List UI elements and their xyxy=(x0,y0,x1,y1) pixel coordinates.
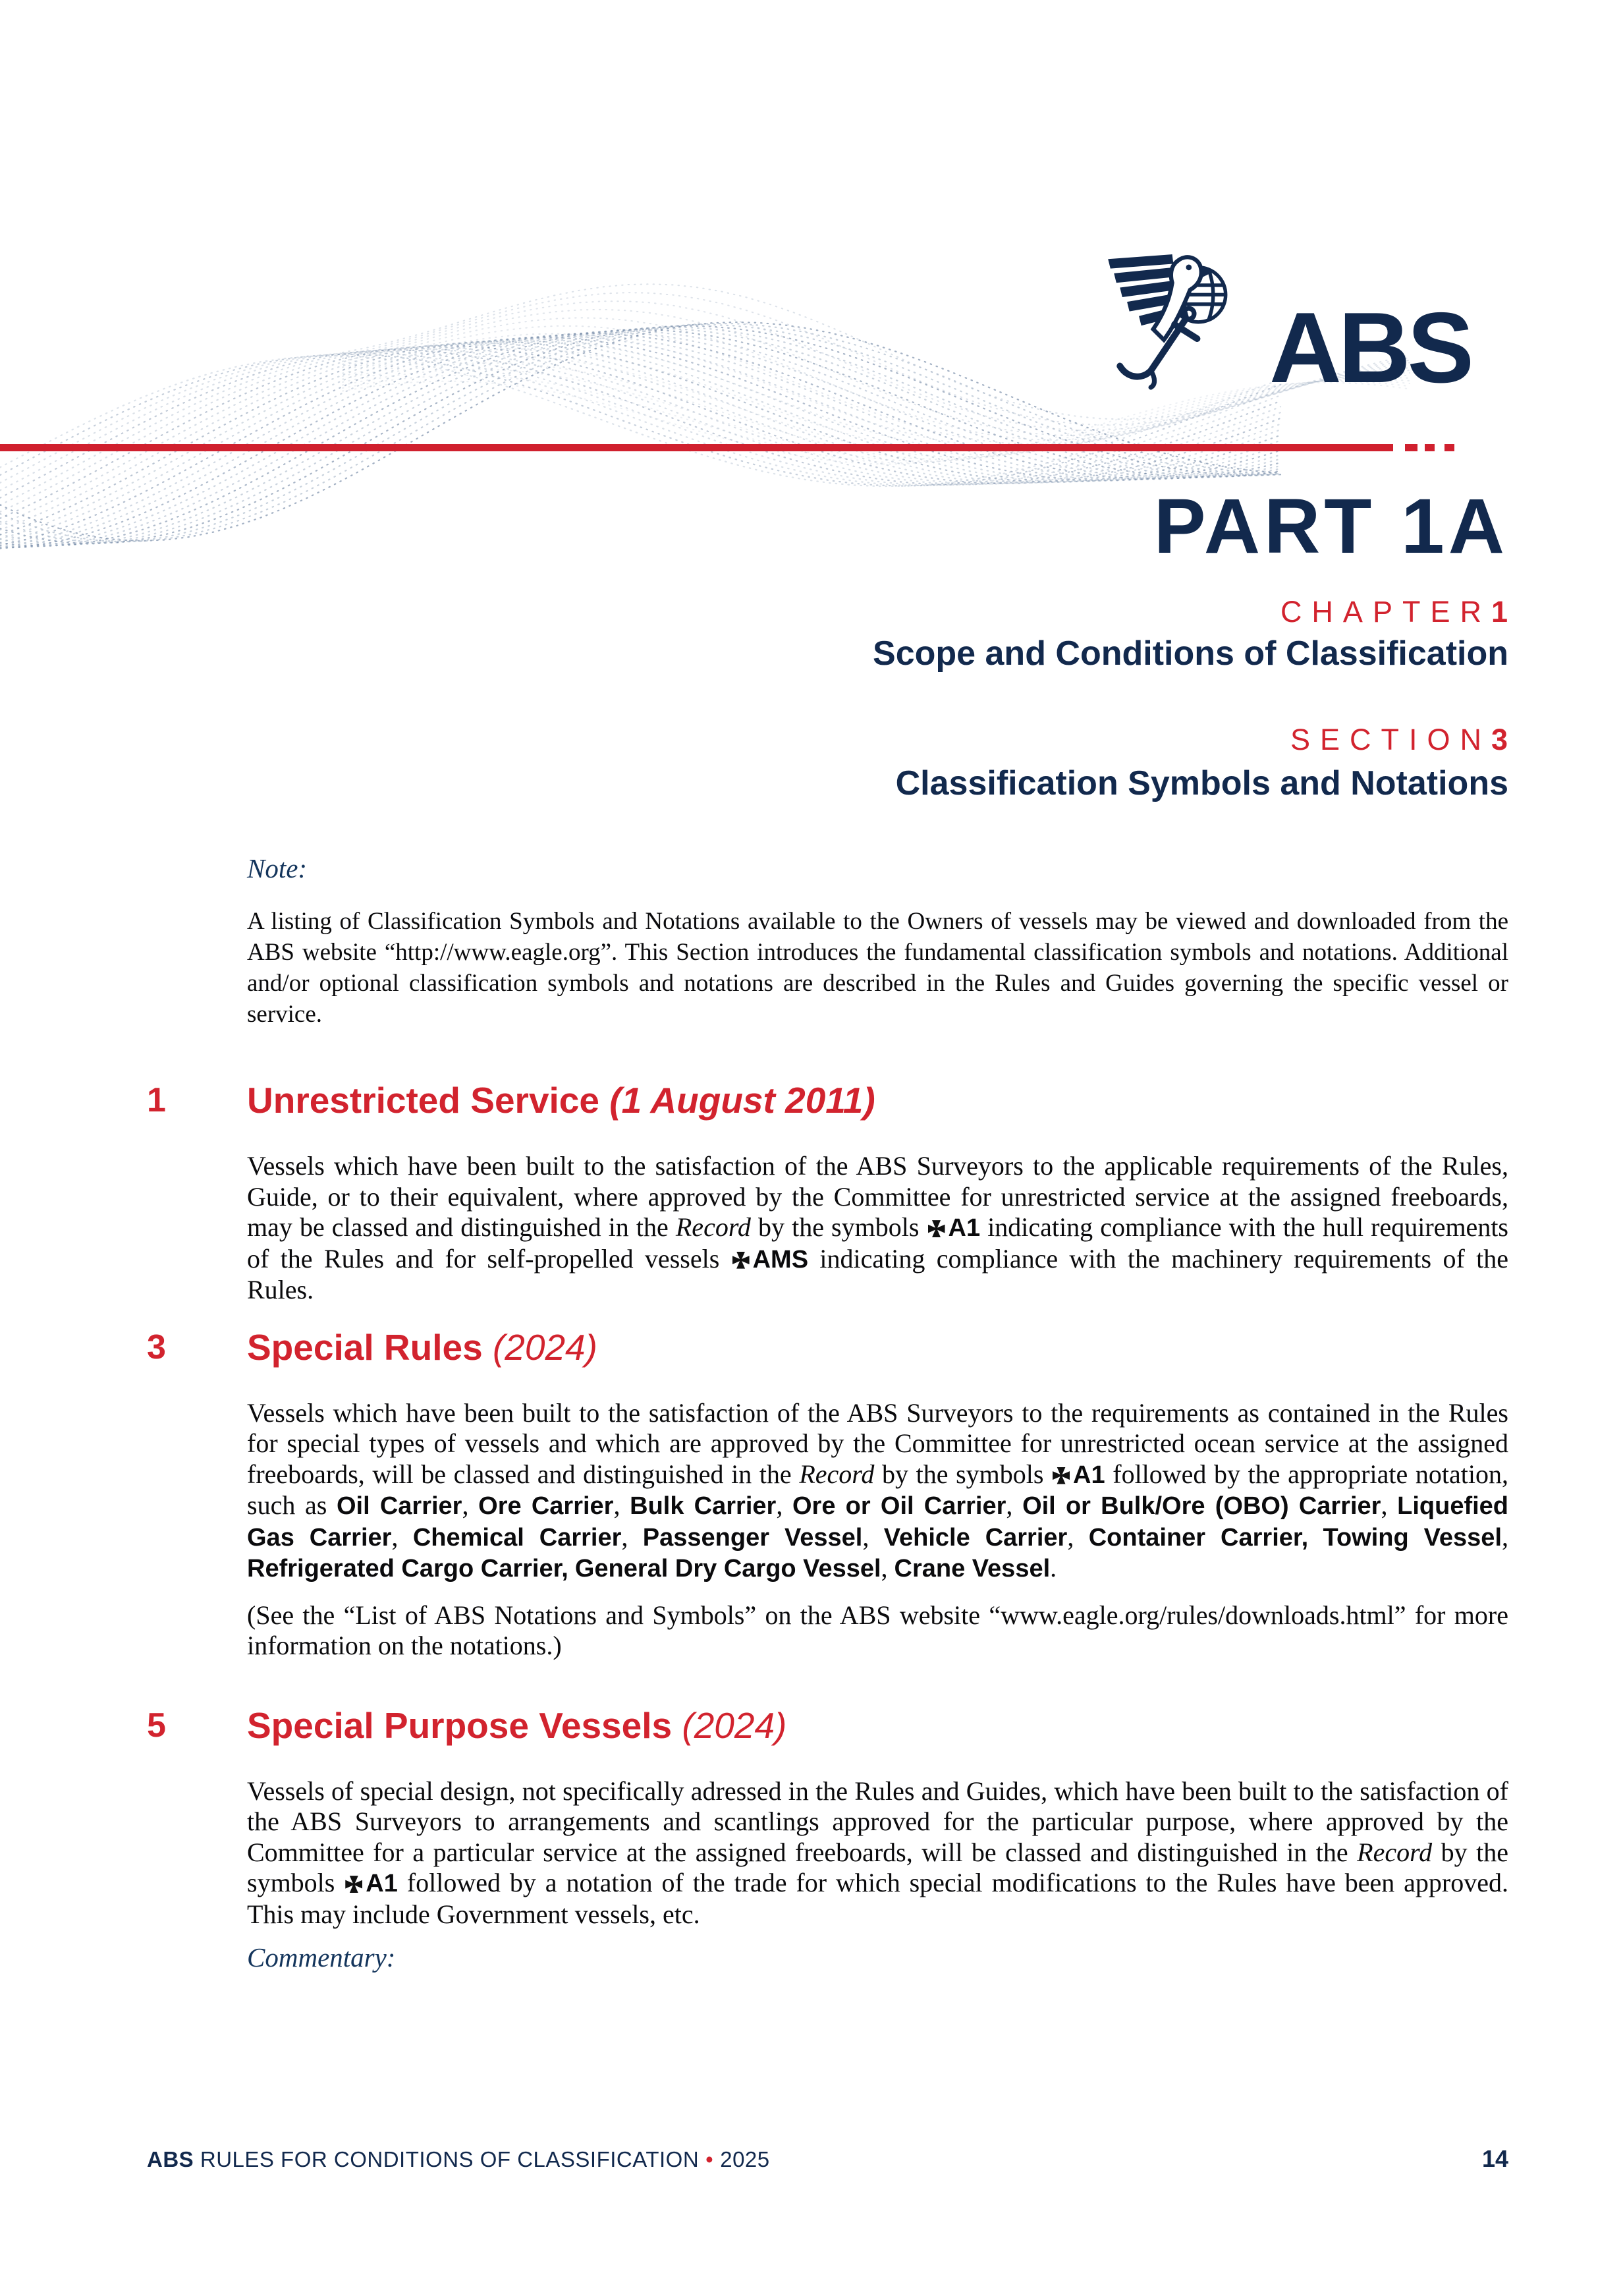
page-footer xyxy=(147,2145,1508,2173)
maltese-cross-icon xyxy=(928,1220,945,1237)
chapter-label: CHAPTER xyxy=(1280,595,1491,629)
red-rule-line xyxy=(0,444,1393,451)
note-label: Note: xyxy=(247,853,308,883)
section-label: SECTION xyxy=(1290,723,1491,756)
paragraph-special-rules: Vessels which have been built to the satisfaction of the ABS Surveyors to the requirements as contained in the Rules for special types of vessels and which are approved by the Committee for unrestricted ocean service at the assigned freeboards, will be classed and distinguished in the Record by the symbols A1 followed by the appropriate notation, such as Oil Carrier, Ore Carrier, Bulk Carrier, Ore or Oil Carrier, Oil or Bulk/Ore (OBO) Carrier, Liquefied Gas Carrier, Chemical Carrier, Passenger Vessel, Vehicle Carrier, Container Carrier, Towing Vessel, Refrigerated Cargo Carrier, General Dry Cargo Vessel, Crane Vessel. xyxy=(247,1397,1509,1583)
section-heading-1 xyxy=(147,1078,1508,1122)
maltese-cross-icon xyxy=(345,1876,362,1893)
abs-wordmark: ABS xyxy=(1269,292,1471,405)
section-title-special-purpose-vessels: Special Purpose Vessels (2024) xyxy=(247,1704,787,1746)
paragraph-unrestricted-service: Vessels which have been built to the satisfaction of the ABS Surveyors to the applicable requirements of the Rules, Guide, or to their equivalent, where approved by the Committee for unrestricted service at the assigned freeboards, may be classed and distinguished in the Record by the symbols A1 indicating compliance with the hull requirements of the Rules and for self-propelled vessels AMS indicating compliance with the machinery requirements of the Rules. xyxy=(247,1151,1508,1305)
section-number: 3 xyxy=(1491,723,1508,756)
paragraph-see-notations: (See the “List of ABS Notations and Symbols” on the ABS website “www.eagle.org/rules/​downloads.html” for more information on the notations.) xyxy=(247,1600,1508,1661)
chapter-number: 1 xyxy=(1491,595,1508,629)
maltese-cross-icon xyxy=(732,1252,750,1269)
footer-text: RULES FOR CONDITIONS OF CLASSIFICATION xyxy=(194,2147,700,2171)
commentary-label: Commentary: xyxy=(247,1942,396,1973)
paragraph-special-purpose-vessels: Vessels of special design, not specifically adressed in the Rules and Guides, which have been built to the satisfaction of the ABS Surveyors to arrangements and scantlings approved for the particular purpose, where approved by the Committee for a particular service at the assigned freeboards, will be classed and distinguished in the Record by the symbols A1 followed by a notation of the trade for which special modifications to the Rules have been approved. This may include Government vessels, etc. xyxy=(247,1776,1508,1929)
abs-logo xyxy=(1103,249,1471,405)
chapter-eyebrow xyxy=(1280,597,1508,627)
section-heading-3 xyxy=(147,1326,1508,1369)
section-number-5: 5 xyxy=(147,1706,166,1745)
section-number-3: 3 xyxy=(147,1328,166,1366)
section-title-special-rules: Special Rules (2024) xyxy=(247,1326,597,1368)
section-number-1: 1 xyxy=(147,1081,166,1120)
footer-title xyxy=(147,2147,770,2172)
chapter-title: Scope and Conditions of Classification xyxy=(873,634,1508,673)
red-rule-dash xyxy=(1405,444,1417,451)
section-eyebrow xyxy=(1290,725,1508,754)
red-rule-dash xyxy=(1444,444,1454,451)
footer-brand: ABS xyxy=(147,2147,194,2171)
footer-year: 2025 xyxy=(720,2147,770,2171)
section-heading-5 xyxy=(147,1704,1508,1747)
abs-eagle-anchor-icon xyxy=(1103,251,1260,391)
maltese-cross-icon xyxy=(1053,1467,1070,1484)
page-number: 14 xyxy=(1481,2145,1508,2172)
red-rule-dash xyxy=(1425,444,1435,451)
section-title-unrestricted-service: Unrestricted Service (1 August 2011) xyxy=(247,1080,875,1121)
part-title: PART 1A xyxy=(1153,483,1508,570)
document-body xyxy=(147,854,1508,1973)
footer-bullet: • xyxy=(705,2147,714,2171)
section-title: Classification Symbols and Notations xyxy=(895,764,1508,802)
note-paragraph: A listing of Classification Symbols and Notations available to the Owners of vessels may be viewed and downloaded from the ABS website “http://www.eagle.org”. This Section introduces the fundamental classification symbols and notations. Additional and/or optional classification symbols and notations are described in the Rules and Guides governing the specific vessel or service. xyxy=(247,908,1508,1028)
